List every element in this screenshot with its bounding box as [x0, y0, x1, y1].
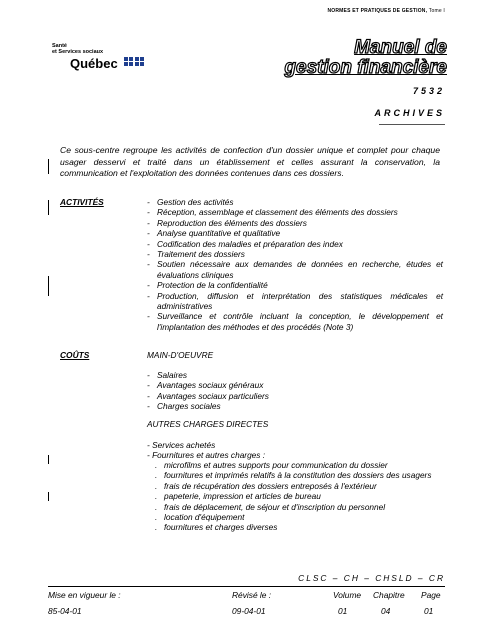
main-oeuvre-heading: MAIN-D'OEUVRE	[147, 350, 214, 360]
revision-bar	[48, 276, 49, 296]
list-item: . papeterie, impression et articles de bureau	[155, 491, 443, 501]
revision-bar	[48, 159, 49, 174]
main-oeuvre-list	[147, 370, 443, 412]
establishment-code: CLSC – CH – CHSLD – CR	[298, 573, 445, 583]
activites-label: ACTIVITÉS	[60, 197, 104, 207]
series-text: NORMES ET PRATIQUES DE GESTION,	[327, 8, 428, 14]
footer-divider	[48, 586, 445, 587]
list-item: . fournitures et imprimés relatifs à la constitution des dossiers des usagers	[155, 470, 443, 480]
list-item: . location d'équipement	[155, 512, 443, 522]
fleur-de-lis-icon	[135, 57, 144, 66]
vigueur-label: Mise en vigueur le :	[48, 590, 121, 600]
title-underline	[379, 124, 445, 125]
list-item: - Charges sociales	[147, 401, 443, 411]
logo-province: Québec	[70, 56, 118, 71]
list-item: - Production, diffusion et interprétation des statistiques médicales et administratives	[147, 291, 443, 312]
couts-label: COÛTS	[60, 350, 90, 360]
chapitre-label: Chapitre	[373, 590, 405, 600]
revision-bar	[48, 492, 49, 501]
fournitures-heading: - Fournitures et autres charges :	[147, 450, 266, 460]
list-item: . frais de déplacement, de séjour et d'inscription du personnel	[155, 502, 443, 512]
list-item: - Réception, assemblage et classement des éléments des dossiers	[147, 207, 443, 217]
list-item: - Avantages sociaux généraux	[147, 380, 443, 390]
manual-title-line1: Manuel de	[354, 37, 447, 58]
list-item: - Protection de la confidentialité	[147, 280, 443, 290]
list-item: - Gestion des activités	[147, 197, 443, 207]
manual-title-line2: gestion financière	[284, 57, 447, 78]
logo-line1: Santé	[52, 43, 67, 49]
fleur-de-lis-icon	[124, 57, 133, 66]
services-achetes: - Services achetés	[147, 440, 216, 450]
section-code: 7532	[412, 86, 445, 96]
activites-list	[147, 197, 443, 332]
list-item: - Avantages sociaux particuliers	[147, 391, 443, 401]
volume-value: 01	[338, 606, 348, 616]
quebec-logo	[52, 43, 147, 83]
logo-line2: et Services sociaux	[52, 49, 104, 55]
document-series-header	[327, 8, 445, 14]
intro-paragraph: Ce sous-centre regroupe les activités de confection d'un dossier unique et complet pour chaque usager desservi et traité dans un établissement et celles assurant la conservation, la communication et l'exploitation des données contenues dans ces dossiers.	[60, 145, 440, 178]
list-item: - Codification des maladies et préparation des index	[147, 239, 443, 249]
page-value: 01	[424, 606, 434, 616]
list-item: - Surveillance et contrôle incluant la conception, le développement et l'implantation des méthodes et des procédés (Note 3)	[147, 311, 443, 332]
list-item: - Traitement des dossiers	[147, 249, 443, 259]
vigueur-value: 85-04-01	[48, 606, 82, 616]
list-item: - Salaires	[147, 370, 443, 380]
chapitre-value: 04	[381, 606, 391, 616]
revise-label: Révisé le :	[232, 590, 272, 600]
list-item: . frais de récupération des dossiers entreposés à l'extérieur	[155, 481, 443, 491]
manual-title	[284, 38, 447, 78]
list-item: - Soutien nécessaire aux demandes de données en recherche, études et évaluations cliniques	[147, 259, 443, 280]
tome-text: Tome I	[428, 8, 445, 14]
section-title: ARCHIVES	[374, 108, 445, 118]
revision-bar	[48, 455, 49, 464]
list-item: - Reproduction des éléments des dossiers	[147, 218, 443, 228]
page-label: Page	[421, 590, 441, 600]
list-item: . microfilms et autres supports pour communication du dossier	[155, 460, 443, 470]
autres-charges-heading: AUTRES CHARGES DIRECTES	[147, 419, 269, 429]
revise-value: 09-04-01	[232, 606, 266, 616]
list-item: - Analyse quantitative et qualitative	[147, 228, 443, 238]
revision-bar	[48, 200, 49, 215]
list-item: . fournitures et charges diverses	[155, 522, 443, 532]
volume-label: Volume	[333, 590, 362, 600]
fournitures-list	[155, 460, 443, 533]
